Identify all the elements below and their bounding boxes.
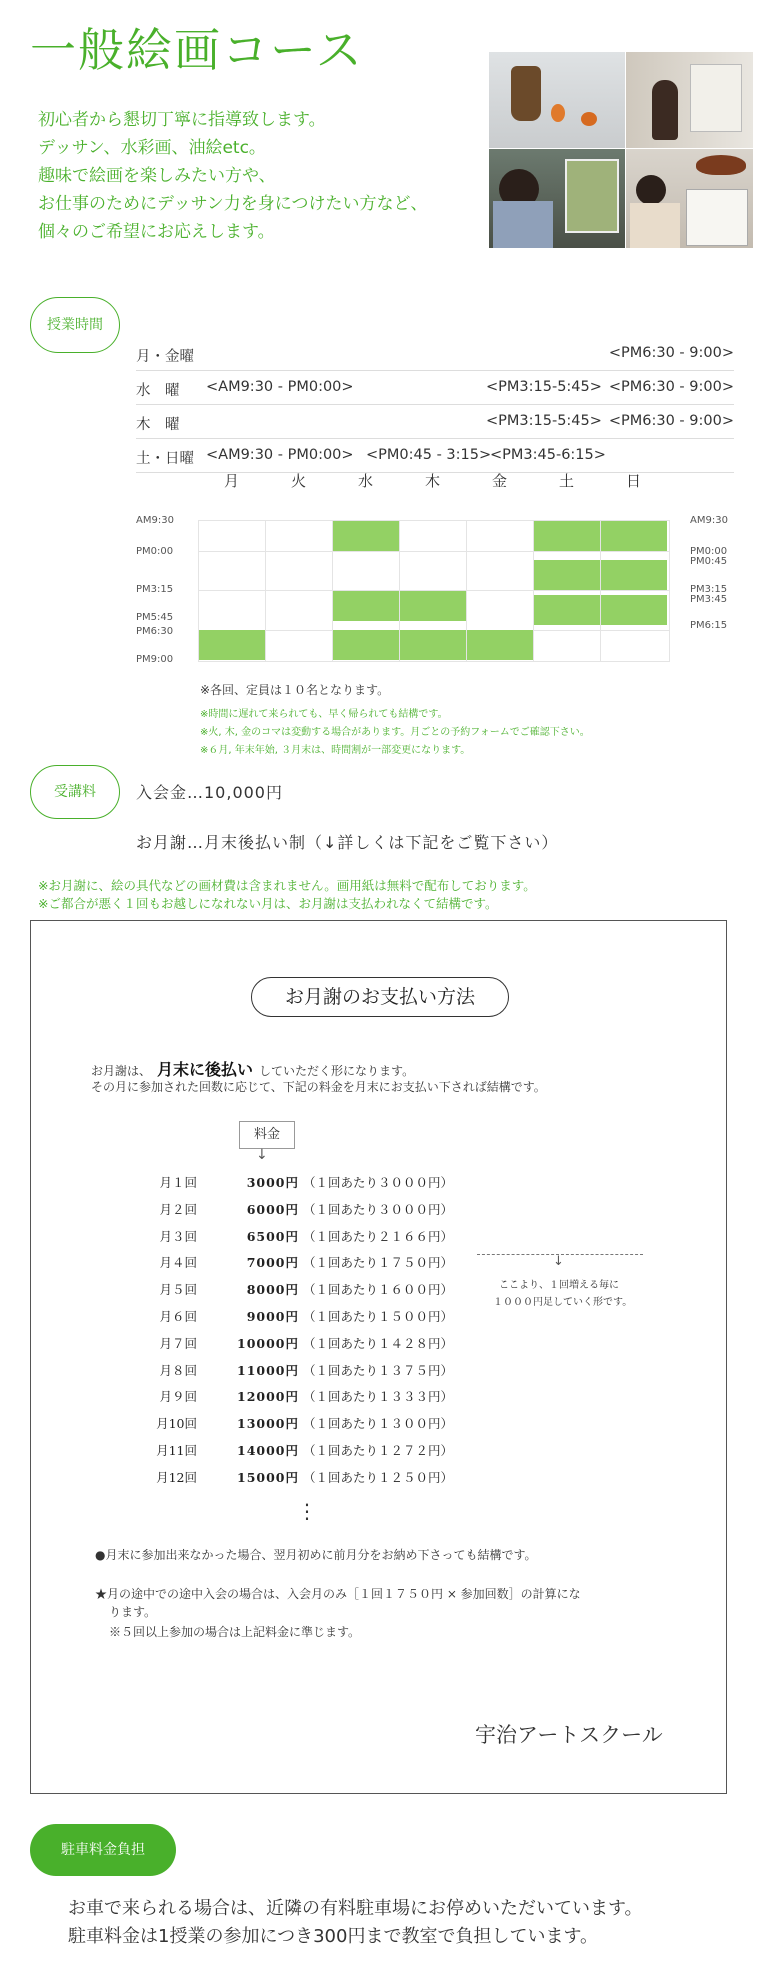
down-arrow-icon: ↓ — [256, 1147, 268, 1163]
price-per-class: （１回あたり１５００円） — [303, 1309, 454, 1324]
payment-note: ★月の途中での途中入会の場合は、入会月のみ［１回１７５０円 × 参加回数］の計算にな — [95, 1587, 581, 1601]
class-block-thu-pm — [400, 630, 466, 660]
tuition-label: 受講料 — [30, 765, 120, 819]
side-note: １０００円足していく形です。 — [493, 1297, 633, 1308]
schedule-mid: <PM3:15-5:45> — [486, 413, 602, 429]
price-row — [31, 1387, 631, 1413]
payment-note: ※５回以上参加の場合は上記料金に準じます。 — [109, 1625, 361, 1639]
class-hours-label: 授業時間 — [30, 297, 120, 353]
schedule-day: 木 曜 — [136, 417, 180, 433]
schedule-am: <AM9:30 - PM0:00> — [206, 447, 354, 463]
ellipsis-icon: ⋮ — [297, 1499, 317, 1523]
price-amount: 15000円 — [237, 1469, 299, 1485]
price-times: 月８回 — [159, 1362, 197, 1378]
price-amount: 12000円 — [237, 1389, 299, 1405]
painting-student-photo — [489, 149, 625, 248]
timetable-note: ※火, 木, 金のコマは変動する場合があります。月ごとの予約フォームでご確認下さい。 — [200, 727, 590, 738]
intro-line: デッサン、水彩画、油絵etc。 — [38, 138, 266, 158]
payment-desc-line2: その月に参加された回数に応じて、下記の料金を月末にお支払い下されば結構です。 — [91, 1080, 546, 1094]
price-header: 料金 — [239, 1121, 295, 1149]
class-block-mon-pm — [199, 630, 265, 660]
schedule-day: 月・金曜 — [136, 349, 194, 365]
payment-method-box — [30, 920, 727, 1794]
class-block-fri-pm — [467, 630, 533, 660]
price-amount: 3000円 — [246, 1175, 299, 1190]
time-label: PM9:00 — [136, 654, 174, 665]
schedule-am: <AM9:30 - PM0:00> — [206, 379, 354, 395]
schedule-pm: <PM6:30 - 9:00> — [608, 345, 734, 361]
intro-text — [38, 106, 427, 246]
time-label: PM0:00 — [690, 546, 728, 557]
price-amount: 6500円 — [246, 1228, 299, 1244]
price-times: 月２回 — [159, 1201, 197, 1217]
class-block-thu-mid — [400, 591, 466, 621]
weekly-timetable — [136, 472, 728, 665]
parking-label: 駐車料金負担 — [30, 1824, 176, 1876]
price-per-class: （１回あたり１２５０円） — [303, 1469, 454, 1485]
price-per-class: （１回あたり１６００円） — [303, 1282, 454, 1298]
price-times: 月１回 — [159, 1175, 197, 1190]
time-label: PM0:00 — [136, 546, 174, 557]
day-label: 水 — [357, 472, 373, 490]
schedule-pm: <PM6:30 - 9:00> — [608, 379, 734, 395]
time-label: AM9:30 — [136, 515, 174, 526]
class-block-wed-pm — [333, 630, 399, 660]
price-times: 月４回 — [159, 1255, 197, 1271]
schedule-pm: <PM6:30 - 9:00> — [608, 413, 734, 429]
parking-text: 駐車料金は1授業の参加につき300円まで教室で負担しています。 — [68, 1926, 599, 1947]
price-row — [31, 1307, 631, 1333]
day-label: 土 — [558, 472, 574, 490]
timetable-note: ※時間に遅れて来られても、早く帰られても結構です。 — [200, 709, 448, 720]
capacity-note: ※各回、定員は１０名となります。 — [200, 683, 390, 697]
price-amount: 14000円 — [237, 1443, 299, 1458]
schedule-row — [136, 372, 734, 405]
schedule-row — [136, 440, 734, 473]
price-per-class: （１回あたり３０００円） — [303, 1201, 454, 1217]
price-row — [31, 1227, 631, 1253]
price-row — [31, 1334, 631, 1360]
grid-hline — [198, 551, 669, 552]
time-label: PM5:45 — [136, 612, 174, 623]
timetable-note: ※６月, 年末年始, ３月末は、時間割が一部変更になります。 — [200, 745, 471, 756]
monthly-fee: お月謝…月末後払い制（↓詳しくは下記をご覧下さい） — [136, 833, 559, 852]
fee-note: ※お月謝に、絵の具代などの画材費は含まれません。画用紙は無料で配布しております。 — [38, 878, 536, 893]
price-times: 月５回 — [159, 1282, 197, 1298]
time-label: PM6:15 — [690, 620, 728, 631]
time-label: PM6:30 — [136, 626, 174, 637]
time-label: AM9:30 — [690, 515, 728, 526]
price-per-class: （１回あたり１７５０円） — [303, 1255, 454, 1271]
price-per-class: （１回あたり３０００円） — [303, 1175, 454, 1190]
price-amount: 10000円 — [237, 1335, 299, 1351]
sketching-student-photo — [626, 149, 753, 248]
time-label: PM3:15 — [690, 584, 728, 595]
day-label: 金 — [491, 472, 507, 490]
price-times: 月11回 — [156, 1443, 197, 1458]
price-per-class: （１回あたり１３３３円） — [303, 1389, 454, 1405]
entrance-fee: 入会金…10,000円 — [136, 783, 283, 802]
time-label: PM3:45 — [690, 594, 728, 605]
price-row — [31, 1414, 631, 1440]
schedule-day: 水 曜 — [136, 383, 180, 399]
class-block-sun-am — [601, 521, 667, 551]
price-amount: 9000円 — [246, 1309, 299, 1324]
price-amount: 6000円 — [246, 1201, 299, 1217]
price-times: 月12回 — [156, 1469, 197, 1485]
price-row — [31, 1361, 631, 1387]
day-label: 月 — [223, 472, 239, 490]
page-title: 一般絵画コース — [30, 23, 364, 77]
price-per-class: （１回あたり１２７２円） — [303, 1443, 454, 1458]
parking-text: お車で来られる場合は、近隣の有料駐車場にお停めいただいています。 — [68, 1898, 643, 1919]
price-times: 月７回 — [159, 1335, 197, 1351]
time-label: PM3:15 — [136, 584, 174, 595]
class-block-sun-late — [601, 595, 667, 625]
price-row — [31, 1173, 631, 1199]
price-per-class: （１回あたり１４２８円） — [303, 1335, 454, 1351]
drawing-class-photo — [626, 52, 753, 148]
day-label: 木 — [424, 472, 440, 490]
side-note: ここより、１回増える毎に — [499, 1280, 619, 1291]
class-block-wed-mid — [333, 591, 399, 621]
school-name: 宇治アートスクール — [475, 1723, 663, 1747]
intro-line: 個々のご希望にお応えします。 — [38, 222, 275, 242]
schedule-day: 土・日曜 — [136, 451, 194, 467]
class-block-sun-mid — [601, 560, 667, 590]
price-per-class: （１回あたり１３００円） — [303, 1416, 454, 1432]
photo-collage — [489, 52, 753, 248]
payment-note: ります。 — [109, 1605, 157, 1619]
price-row — [31, 1441, 631, 1467]
price-per-class: （１回あたり１３７５円） — [303, 1362, 454, 1378]
payment-desc-pre: お月謝は、 — [91, 1064, 152, 1078]
price-row — [31, 1468, 631, 1494]
price-times: 月６回 — [159, 1309, 197, 1324]
price-times: 月10回 — [156, 1416, 197, 1432]
price-row — [31, 1200, 631, 1226]
payment-desc-bold: 月末に後払い — [157, 1060, 254, 1079]
intro-line: お仕事のためにデッサン力を身につけたい方など、 — [38, 194, 428, 214]
price-times: 月３回 — [159, 1228, 197, 1244]
price-amount: 7000円 — [246, 1255, 299, 1271]
class-block-sat-mid — [534, 560, 600, 590]
schedule-row — [136, 338, 734, 371]
schedule-mid: <PM0:45 - 3:15> — [366, 447, 492, 463]
price-per-class: （１回あたり２１６６円） — [303, 1228, 454, 1244]
class-block-sat-late — [534, 595, 600, 625]
price-times: 月９回 — [159, 1389, 197, 1405]
payment-desc-post: していただく形になります。 — [259, 1064, 415, 1078]
schedule-row — [136, 406, 734, 439]
class-block-sat-am — [534, 521, 600, 551]
day-label: 日 — [625, 472, 641, 490]
payment-title: お月謝のお支払い方法 — [251, 977, 509, 1017]
side-arrow-icon: ↓ — [553, 1254, 564, 1269]
price-amount: 11000円 — [237, 1362, 299, 1378]
still-life-photo — [489, 52, 625, 148]
class-block-wed-am — [333, 521, 399, 551]
schedule-mid: <PM3:15-5:45> — [486, 379, 602, 395]
day-label: 火 — [290, 472, 306, 490]
intro-line: 趣味で絵画を楽しみたい方や、 — [38, 166, 276, 186]
price-amount: 8000円 — [246, 1282, 299, 1298]
payment-desc — [91, 1057, 414, 1080]
intro-line: 初心者から懇切丁寧に指導致します。 — [38, 110, 326, 130]
schedule-pm: <PM3:45-6:15> — [490, 447, 606, 463]
fee-note: ※ご都合が悪く１回もお越しになれない月は、お月謝は支払われなくて結構です。 — [38, 896, 498, 911]
payment-note: ●月末に参加出来なかった場合、翌月初めに前月分をお納め下さっても結構です。 — [95, 1548, 537, 1562]
time-label: PM0:45 — [690, 556, 728, 567]
price-amount: 13000円 — [237, 1416, 299, 1432]
